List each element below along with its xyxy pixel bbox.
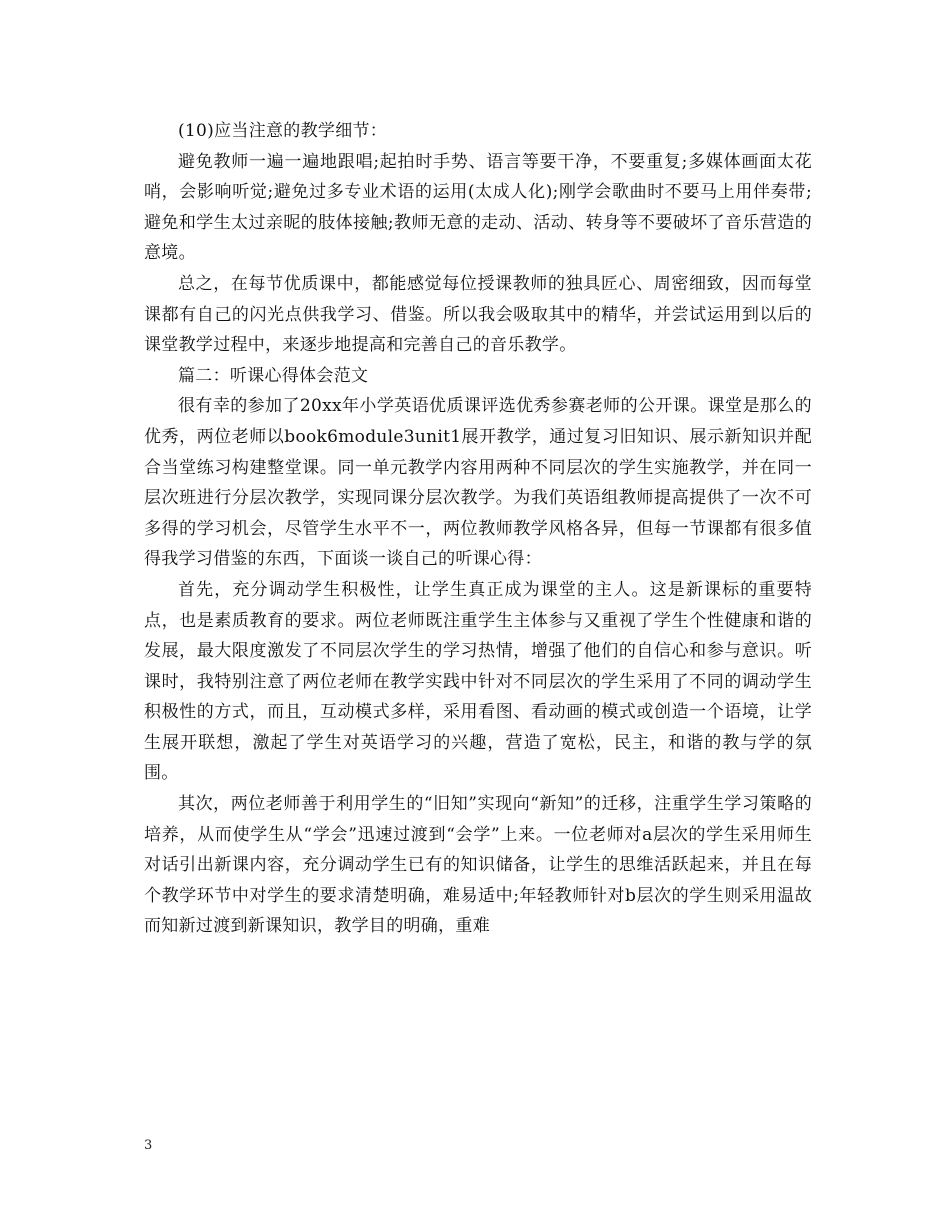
document-body (144, 116, 812, 942)
paragraph-first-point: 首先，充分调动学生积极性，让学生真正成为课堂的主人。这是新课标的重要特点，也是素质教育的要求。两位老师既注重学生主体参与又重视了学生个性健康和谐的发展，最大限度激发了不同层次学生的学习热情，增强了他们的自信心和参与意识。听课时，我特别注意了两位老师在教学实践中针对不同层次的学生采用了不同的调动学生积极性的方式，而且，互动模式多样，采用看图、看动画的模式或创造一个语境，让学生展开联想，激起了学生对英语学习的兴趣，营造了宽松，民主，和谐的教与学的氛围。 (144, 579, 812, 784)
page-number: 3 (144, 1138, 153, 1153)
paragraph-summary: 总之，在每节优质课中，都能感觉每位授课教师的独具匠心、周密细致，因而每堂课都有自己的闪光点供我学习、借鉴。所以我会吸取其中的精华，并尝试运用到以后的课堂教学过程中，来逐步地提高和完善自己的音乐教学。 (144, 273, 812, 356)
section-heading-part-two: 篇二：听课心得体会范文 (178, 365, 369, 386)
paragraph-teaching-details: 避免教师一遍一遍地跟唱;起拍时手势、语言等要干净，不要重复;多媒体画面太花哨，会影响听觉;避免过多专业术语的运用(太成人化);刚学会歌曲时不要马上用伴奏带;避免和学生太过亲昵的肢体接触;教师无意的走动、活动、转身等不要破坏了音乐营造的意境。 (144, 151, 812, 264)
section-heading-teaching-details: (10)应当注意的教学细节： (178, 121, 388, 141)
paragraph-intro-english-class: 很有幸的参加了20xx年小学英语优质课评选优秀参赛老师的公开课。课堂是那么的优秀，两位老师以book6module3unit1展开教学，通过复习旧知识、展示新知识并配合当堂练习构建整堂课。同一单元教学内容用两种不同层次的学生实施教学，并在同一层次班进行分层次教学，实现同课分层次教学。为我们英语组教师提高提供了一次不可多得的学习机会，尽管学生水平不一，两位教师教学风格各异，但每一节课都有很多值得我学习借鉴的东西，下面谈一谈自己的听课心得： (144, 396, 812, 570)
paragraph-second-point: 其次，两位老师善于利用学生的“旧知”实现向“新知”的迁移，注重学生学习策略的培养，从而使学生从“学会”迅速过渡到“会学”上来。一位老师对a层次的学生采用师生对话引出新课内容，充分调动学生已有的知识储备，让学生的思维活跃起来，并且在每个教学环节中对学生的要求清楚明确，难易适中;年轻教师针对b层次的学生则采用温故而知新过渡到新课知识，教学目的明确，重难 (144, 794, 812, 937)
